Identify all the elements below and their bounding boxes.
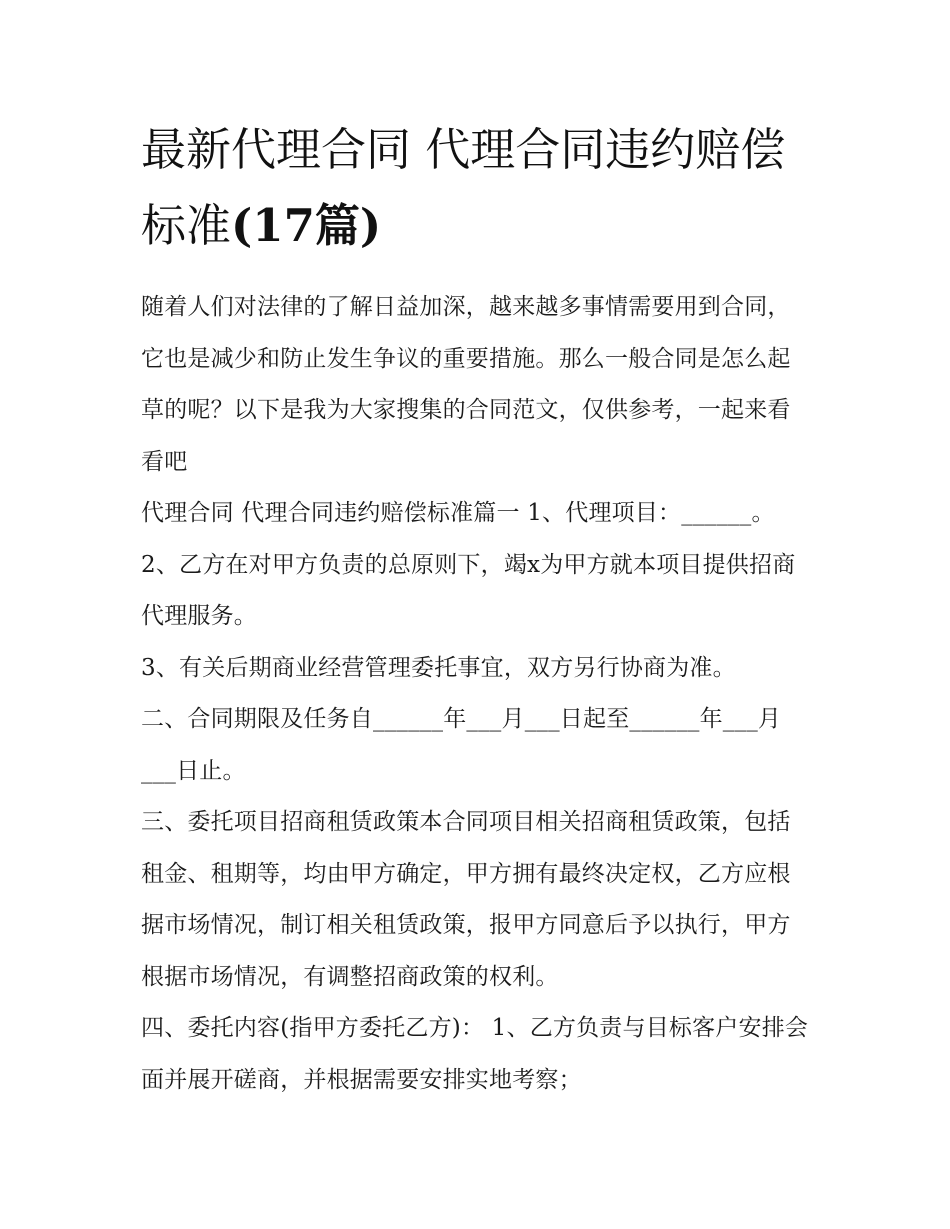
title-suffix: (17篇)	[231, 199, 382, 252]
document-body	[141, 112, 813, 1106]
paragraph-2: 2、乙方在对甲方负责的总原则下，竭x为甲方就本项目提供招商代理服务。	[141, 551, 796, 629]
intro-paragraph: 随着人们对法律的了解日益加深，越来越多事情需要用到合同，它也是减少和防止发生争议的重要措施。那么一般合同是怎么起草的呢？以下是我为大家搜集的合同范文，仅供参考，一起来看看吧	[141, 294, 791, 475]
document-title	[141, 112, 813, 264]
paragraph-3: 3、有关后期商业经营管理委托事宜，双方另行协商为准。	[141, 654, 736, 681]
title-main: 最新代理合同 代理合同违约赔偿标准	[141, 123, 786, 252]
paragraph-5: 三、委托项目招商租赁政策本合同项目相关招商租赁政策，包括租金、租期等，均由甲方确定，甲方拥有最终决定权，乙方应根据市场情况，制订相关租赁政策，报甲方同意后予以执行，甲方根据市场情况，有调整招商政策的权利。	[141, 809, 791, 990]
paragraph-6: 四、委托内容(指甲方委托乙方)： 1、乙方负责与目标客户安排会面并展开磋商，并根据需要安排实地考察；	[141, 1015, 809, 1093]
paragraph-1: 代理合同 代理合同违约赔偿标准篇一 1、代理项目：______。	[141, 500, 775, 526]
paragraph-4: 二、合同期限及任务自______年___月___日起至______年___月___日止。	[141, 706, 782, 784]
